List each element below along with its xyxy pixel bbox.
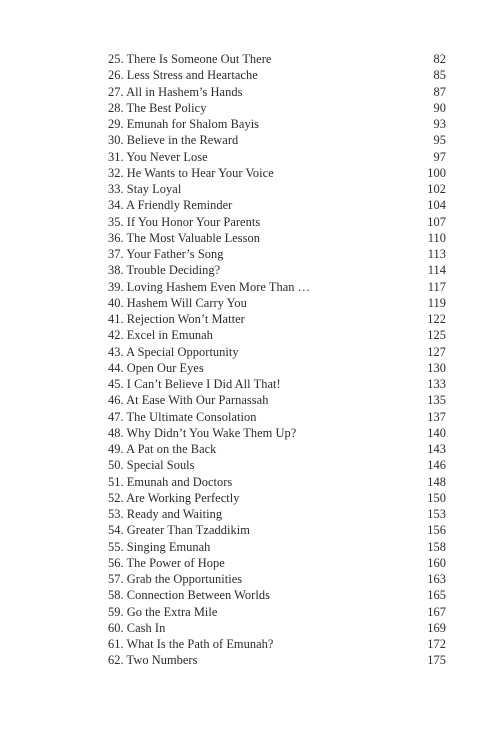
toc-entry bbox=[108, 149, 446, 165]
toc-entry bbox=[108, 490, 446, 506]
toc-entry bbox=[108, 67, 446, 83]
toc-entry-title: 55. Singing Emunah bbox=[108, 539, 211, 554]
toc-entry-page-number: 135 bbox=[427, 393, 446, 408]
toc-entry bbox=[108, 409, 446, 425]
toc-entry bbox=[108, 506, 446, 522]
toc-entry bbox=[108, 376, 446, 392]
toc-entry-page-number: 148 bbox=[427, 474, 446, 489]
toc-entry bbox=[108, 555, 446, 571]
toc-entry-page-number: 143 bbox=[427, 442, 446, 456]
toc-entry-title: 50. Special Souls bbox=[108, 458, 195, 473]
toc-entry bbox=[108, 279, 446, 295]
toc-entry-page-number: 169 bbox=[427, 620, 446, 635]
toc-entry-page-number: 163 bbox=[427, 572, 446, 586]
toc-entry bbox=[108, 100, 446, 116]
toc-entry-title: 42. Excel in Emunah bbox=[108, 328, 213, 343]
toc-entry-title: 56. The Power of Hope bbox=[108, 555, 225, 570]
toc-entry-page-number: 125 bbox=[427, 328, 446, 343]
toc-entry-page-number: 95 bbox=[433, 133, 446, 148]
toc-entry bbox=[108, 246, 446, 262]
toc-entry bbox=[108, 571, 446, 587]
toc-entry bbox=[108, 344, 446, 360]
toc-entry bbox=[108, 360, 446, 376]
toc-entry-page-number: 156 bbox=[427, 523, 446, 538]
toc-entry bbox=[108, 214, 446, 230]
toc-entry bbox=[108, 165, 446, 181]
toc-entry-title: 58. Connection Between Worlds bbox=[108, 588, 270, 603]
toc-entry-title: 49. A Pat on the Back bbox=[108, 442, 217, 456]
toc-entry-page-number: 150 bbox=[427, 490, 446, 505]
toc-entry-title: 54. Greater Than Tzaddikim bbox=[108, 523, 250, 538]
toc-entry bbox=[108, 84, 446, 100]
table-of-contents bbox=[108, 51, 446, 669]
toc-entry-title: 59. Go the Extra Mile bbox=[108, 604, 218, 619]
toc-entry-page-number: 97 bbox=[433, 149, 446, 164]
toc-entry-title: 38. Trouble Deciding? bbox=[108, 263, 221, 278]
toc-entry-title: 43. A Special Opportunity bbox=[108, 344, 239, 359]
toc-entry-page-number: 117 bbox=[427, 279, 446, 294]
toc-entry bbox=[108, 392, 446, 408]
toc-entry-page-number: 127 bbox=[427, 344, 446, 359]
toc-entry bbox=[108, 604, 446, 620]
toc-entry-page-number: 82 bbox=[433, 52, 446, 66]
toc-entry-page-number: 158 bbox=[427, 539, 446, 554]
toc-entry-title: 61. What Is the Path of Emunah? bbox=[108, 637, 274, 651]
toc-entry-page-number: 119 bbox=[427, 295, 446, 310]
toc-entry bbox=[108, 116, 446, 132]
toc-entry-title: 28. The Best Policy bbox=[108, 100, 207, 115]
toc-entry-title: 57. Grab the Opportunities bbox=[108, 572, 243, 586]
toc-entry-title: 26. Less Stress and Heartache bbox=[108, 68, 258, 83]
toc-entry-title: 45. I Can’t Believe I Did All That! bbox=[108, 377, 281, 391]
toc-entry-title: 44. Open Our Eyes bbox=[108, 360, 204, 375]
toc-entry-page-number: 85 bbox=[433, 68, 446, 83]
toc-entry bbox=[108, 262, 446, 278]
toc-entry bbox=[108, 51, 446, 67]
toc-entry-page-number: 172 bbox=[427, 637, 446, 651]
toc-entry-title: 34. A Friendly Reminder bbox=[108, 198, 233, 213]
toc-entry-page-number: 100 bbox=[427, 165, 446, 180]
toc-entry-page-number: 153 bbox=[427, 507, 446, 521]
toc-entry-page-number: 122 bbox=[427, 312, 446, 326]
toc-entry bbox=[108, 132, 446, 148]
toc-entry-page-number: 133 bbox=[427, 377, 446, 391]
toc-entry-page-number: 167 bbox=[427, 604, 446, 619]
toc-entry bbox=[108, 587, 446, 603]
toc-entry-title: 40. Hashem Will Carry You bbox=[108, 295, 247, 310]
toc-entry-title: 35. If You Honor Your Parents bbox=[108, 214, 261, 229]
toc-entry-title: 33. Stay Loyal bbox=[108, 182, 182, 196]
toc-entry bbox=[108, 230, 446, 246]
toc-entry bbox=[108, 327, 446, 343]
toc-entry-title: 36. The Most Valuable Lesson bbox=[108, 230, 261, 245]
toc-entry-page-number: 90 bbox=[433, 100, 446, 115]
toc-entry bbox=[108, 441, 446, 457]
toc-entry-page-number: 93 bbox=[433, 117, 446, 131]
toc-entry-title: 48. Why Didn’t You Wake Them Up? bbox=[108, 425, 297, 440]
toc-entry-title: 62. Two Numbers bbox=[108, 653, 198, 668]
toc-entry-title: 46. At Ease With Our Parnassah bbox=[108, 393, 269, 408]
toc-entry-page-number: 137 bbox=[427, 409, 446, 424]
toc-entry bbox=[108, 636, 446, 652]
toc-entry-title: 39. Loving Hashem Even More Than … bbox=[108, 279, 311, 294]
toc-entry-page-number: 175 bbox=[427, 653, 446, 668]
toc-entry bbox=[108, 457, 446, 473]
toc-entry-page-number: 102 bbox=[427, 182, 446, 196]
toc-entry-title: 37. Your Father’s Song bbox=[108, 247, 224, 261]
toc-entry-page-number: 130 bbox=[427, 360, 446, 375]
toc-entry-page-number: 104 bbox=[427, 198, 446, 213]
toc-entry bbox=[108, 474, 446, 490]
toc-entry bbox=[108, 295, 446, 311]
toc-entry-page-number: 165 bbox=[427, 588, 446, 603]
toc-entry-title: 47. The Ultimate Consolation bbox=[108, 409, 257, 424]
toc-entry-page-number: 87 bbox=[433, 84, 446, 99]
toc-entry bbox=[108, 522, 446, 538]
toc-entry-page-number: 113 bbox=[427, 247, 446, 261]
toc-entry-title: 31. You Never Lose bbox=[108, 149, 208, 164]
toc-entry bbox=[108, 539, 446, 555]
toc-entry bbox=[108, 620, 446, 636]
toc-entry-title: 27. All in Hashem’s Hands bbox=[108, 84, 243, 99]
toc-entry bbox=[108, 197, 446, 213]
toc-entry bbox=[108, 425, 446, 441]
toc-entry-title: 25. There Is Someone Out There bbox=[108, 52, 272, 66]
toc-entry bbox=[108, 311, 446, 327]
toc-entry-title: 41. Rejection Won’t Matter bbox=[108, 312, 245, 326]
toc-entry bbox=[108, 652, 446, 668]
toc-entry-page-number: 110 bbox=[427, 230, 446, 245]
toc-entry-page-number: 114 bbox=[427, 263, 446, 278]
toc-entry-page-number: 146 bbox=[427, 458, 446, 473]
toc-entry-title: 29. Emunah for Shalom Bayis bbox=[108, 117, 260, 131]
toc-entry-title: 30. Believe in the Reward bbox=[108, 133, 239, 148]
toc-entry bbox=[108, 181, 446, 197]
toc-entry-title: 52. Are Working Perfectly bbox=[108, 490, 240, 505]
toc-entry-page-number: 140 bbox=[427, 425, 446, 440]
toc-entry-title: 51. Emunah and Doctors bbox=[108, 474, 233, 489]
toc-entry-page-number: 160 bbox=[427, 555, 446, 570]
toc-entry-title: 53. Ready and Waiting bbox=[108, 507, 223, 521]
toc-entry-page-number: 107 bbox=[427, 214, 446, 229]
toc-entry-title: 60. Cash In bbox=[108, 620, 166, 635]
toc-entry-title: 32. He Wants to Hear Your Voice bbox=[108, 165, 274, 180]
